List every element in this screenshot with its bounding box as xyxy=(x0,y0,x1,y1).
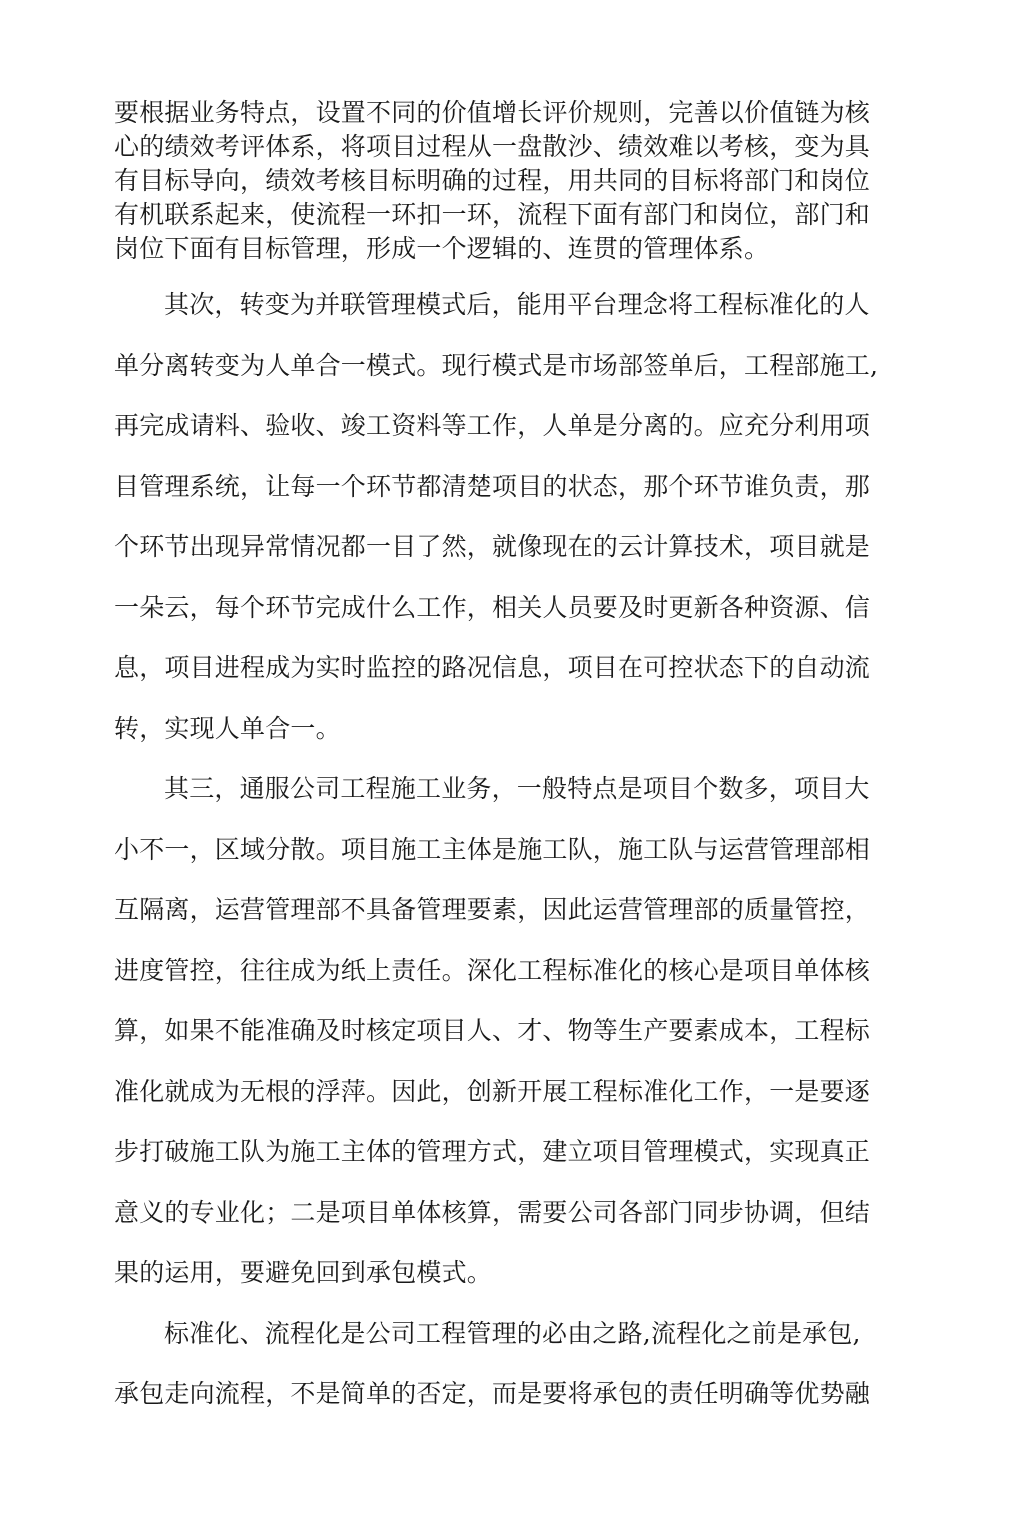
text-line: 标准化、流程化是公司工程管理的必由之路,流程化之前是承包, xyxy=(164,1319,861,1348)
text-line: 意义的专业化；二是项目单体核算，需要公司各部门同步协调，但结 xyxy=(114,1198,871,1227)
text-line: 岗位下面有目标管理，形成一个逻辑的、连贯的管理体系。 xyxy=(114,234,770,263)
text-line: 互隔离，运营管理部不具备管理要素，因此运营管理部的质量管控， xyxy=(114,895,871,924)
text-line: 步打破施工队为施工主体的管理方式，建立项目管理模式，实现真正 xyxy=(114,1137,871,1166)
text-line: 果的运用，要避免回到承包模式。 xyxy=(114,1258,493,1287)
text-line: 准化就成为无根的浮萍。因此，创新开展工程标准化工作，一是要逐 xyxy=(114,1077,871,1106)
text-line: 一朵云，每个环节完成什么工作，相关人员要及时更新各种资源、信 xyxy=(114,593,871,622)
text-line: 有目标导向，绩效考核目标明确的过程，用共同的目标将部门和岗位 xyxy=(114,166,871,195)
text-line: 再完成请料、验收、竣工资料等工作，人单是分离的。应充分利用项 xyxy=(114,411,871,440)
text-line: 个环节出现异常情况都一目了然，就像现在的云计算技术，项目就是 xyxy=(114,532,871,561)
text-line: 有机联系起来，使流程一环扣一环，流程下面有部门和岗位，部门和 xyxy=(114,200,871,229)
text-line: 要根据业务特点，设置不同的价值增长评价规则，完善以价值链为核 xyxy=(114,98,871,127)
text-line: 目管理系统，让每一个环节都清楚项目的状态，那个环节谁负责，那 xyxy=(114,472,871,501)
text-line: 小不一，区域分散。项目施工主体是施工队，施工队与运营管理部相 xyxy=(114,835,871,864)
text-line: 承包走向流程，不是简单的否定，而是要将承包的责任明确等优势融 xyxy=(114,1379,871,1408)
text-line: 转，实现人单合一。 xyxy=(114,714,341,743)
text-line: 单分离转变为人单合一模式。现行模式是市场部签单后，工程部施工, xyxy=(114,351,879,380)
text-line: 息，项目进程成为实时监控的路况信息，项目在可控状态下的自动流 xyxy=(114,653,871,682)
text-line: 其次，转变为并联管理模式后，能用平台理念将工程标准化的人 xyxy=(164,290,870,319)
text-line: 其三，通服公司工程施工业务，一般特点是项目个数多，项目大 xyxy=(164,774,870,803)
text-line: 进度管控，往往成为纸上责任。深化工程标准化的核心是项目单体核 xyxy=(114,956,871,985)
text-line: 心的绩效考评体系，将项目过程从一盘散沙、绩效难以考核，变为具 xyxy=(114,132,871,161)
text-line: 算，如果不能准确及时核定项目人、才、物等生产要素成本，工程标 xyxy=(114,1016,871,1045)
